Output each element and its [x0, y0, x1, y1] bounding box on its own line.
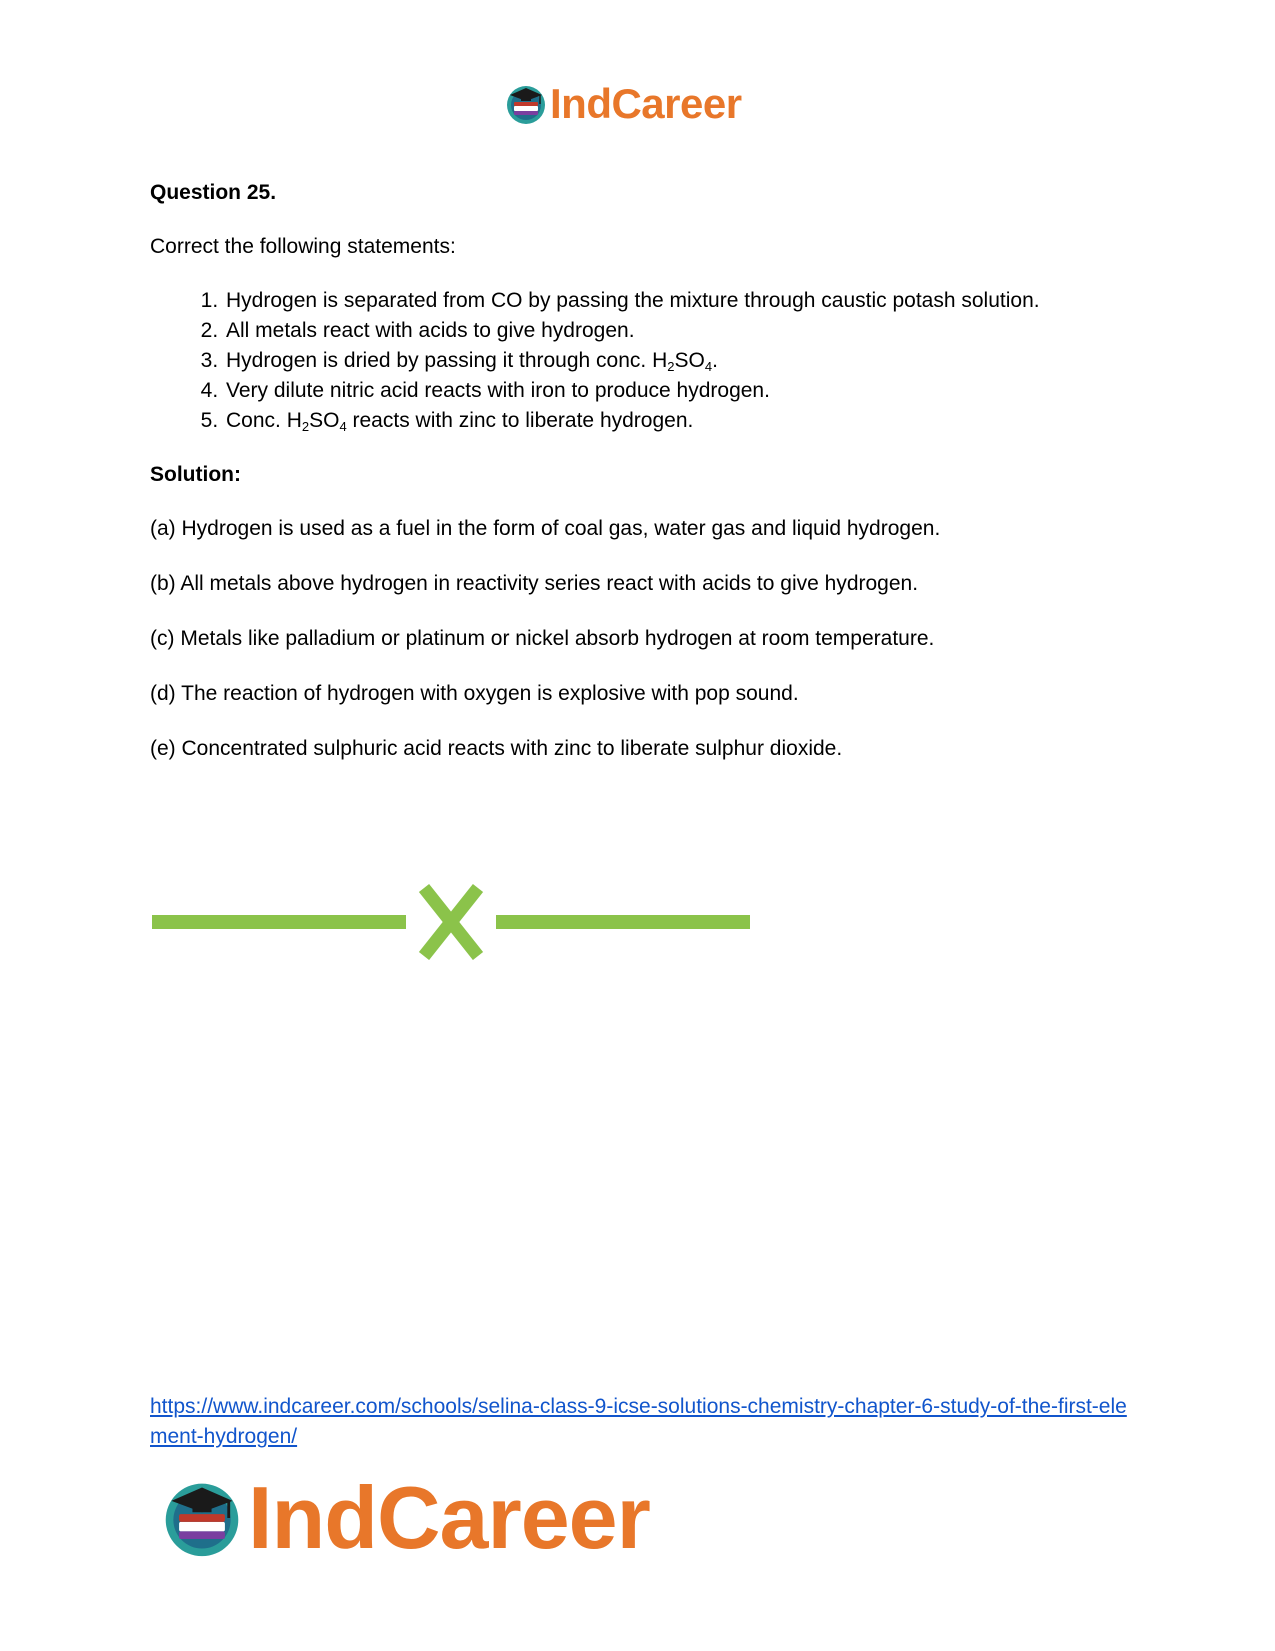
header-logo-text: IndCareer: [550, 80, 742, 127]
solution-title: Solution:: [150, 463, 241, 486]
question-title: Question 25.: [150, 181, 277, 204]
question-intro: Correct the following statements:: [150, 235, 456, 258]
list-item: 5. Conc. $H_2SO_4$ reacts with zinc to liberate hydrogen.: [224, 406, 1150, 436]
list-item: 1. Hydrogen is separated from CO by passing the mixture through caustic potash solution.: [224, 286, 1150, 316]
list-item: 4. Very dilute nitric acid reacts with iron to produce hydrogen.: [224, 376, 1150, 406]
section-divider-x-icon: [150, 880, 760, 960]
footer-logo-text: IndCareer: [248, 1468, 650, 1567]
main-content: [150, 178, 1150, 789]
list-item: 2. All metals react with acids to give hydrogen.: [224, 316, 1150, 346]
source-url-link[interactable]: https://www.indcareer.com/schools/selina-class-9-icse-solutions-chemistry-chapter-6-study-of-the-first-element-hydrogen/: [150, 1395, 1127, 1448]
list-item: 3. Hydrogen is dried by passing it through conc. $H_2SO_4$.: [224, 346, 1150, 376]
graduation-cap-books-icon: [504, 82, 548, 126]
answer-e: (e) Concentrated sulphuric acid reacts with zinc to liberate sulphur dioxide.: [150, 737, 843, 760]
answer-a: (a) Hydrogen is used as a fuel in the form of coal gas, water gas and liquid hydrogen.: [150, 517, 941, 540]
footer-logo: [160, 1470, 650, 1566]
answer-d: (d) The reaction of hydrogen with oxygen is explosive with pop sound.: [150, 682, 799, 705]
header-logo: [504, 80, 742, 128]
graduation-cap-books-icon: [160, 1476, 244, 1560]
answer-c: (c) Metals like palladium or platinum or nickel absorb hydrogen at room temperature.: [150, 627, 935, 650]
statement-list: [150, 286, 1150, 436]
answer-b: (b) All metals above hydrogen in reactivity series react with acids to give hydrogen.: [150, 572, 919, 595]
